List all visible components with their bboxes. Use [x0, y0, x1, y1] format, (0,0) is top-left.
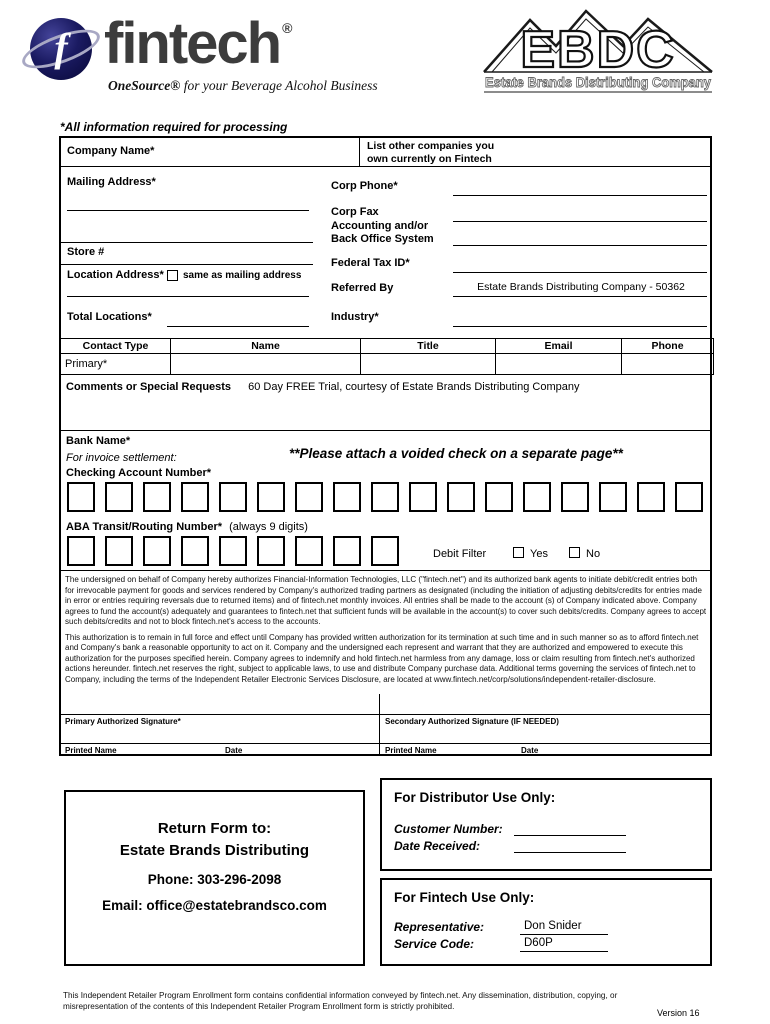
invoice-settlement-note: For invoice settlement: — [66, 452, 177, 464]
contact-row-primary — [61, 354, 714, 375]
aba-digit-box[interactable] — [257, 536, 285, 566]
distributor-box-title: For Distributor Use Only: — [394, 790, 556, 805]
mailing-address-label: Mailing Address* — [67, 176, 156, 188]
total-locations-input[interactable] — [167, 326, 309, 327]
aba-digit-box[interactable] — [105, 536, 133, 566]
legal-paragraph-1: The undersigned on behalf of Company hereby authorizes Financial-Information Technologies, LLC ("fintech.net") and its authorized bank agents to initiate debit/credit entries both for irrevocable payment for goods and services rendered by Company's authorized trading partners as designated (including the initiation of adjusting debits/credits for entries made in error or entries requiring reversals due to returned items) and of fintech.net monthly invoices. All entries shall be made to the account (s) of Company indicated above. Company agrees to fund the account(s) adequately and guarantees to fintech.net that sufficient funds will be available in the account(s) to cover such debits/credits. Company agrees to accept such debits/credits and not to block fintech.net's access to the accounts. — [65, 575, 707, 627]
contact-phone-header: Phone — [622, 339, 714, 354]
date-received-label: Date Received: — [394, 839, 481, 853]
contact-phone-cell[interactable] — [622, 354, 714, 375]
divider — [61, 242, 313, 243]
return-box — [64, 790, 365, 966]
date-label: Date — [225, 746, 243, 755]
corp-fax-label: Corp Fax — [331, 206, 379, 218]
comments-row — [66, 381, 579, 393]
checking-digit-box[interactable] — [599, 482, 627, 512]
contact-type-header: Contact Type — [61, 339, 171, 354]
fintech-box — [380, 878, 712, 966]
accounting-input[interactable] — [453, 245, 707, 246]
checking-digit-box[interactable] — [485, 482, 513, 512]
globe-letter: f — [54, 24, 68, 70]
aba-digit-box[interactable] — [219, 536, 247, 566]
debit-filter-no-label: No — [586, 548, 601, 560]
checking-digit-box[interactable] — [675, 482, 703, 512]
confidentiality-note: This Independent Retailer Program Enrollment form contains confidential information conveyed by fintech.net. Any dissemination, distribution, copying, or misrepresentation of the contents of this Independent Retailer Program Enrollment form is strictly prohibited. — [63, 991, 618, 1012]
store-number-label: Store # — [67, 246, 105, 258]
tagline-brand: OneSource® — [108, 78, 181, 93]
required-note: *All information required for processing — [60, 120, 288, 134]
return-company: Estate Brands Distributing — [119, 842, 310, 859]
aba-digit-box[interactable] — [295, 536, 323, 566]
return-email: Email: office@estatebrandsco.com — [102, 898, 327, 913]
contact-email-cell[interactable] — [496, 354, 622, 375]
version-label: Version 16 — [657, 1008, 700, 1018]
representative-value: Don Snider — [524, 920, 582, 932]
accounting-label — [331, 220, 434, 245]
customer-number-label: Customer Number: — [394, 822, 503, 836]
ebdc-acronym: EBDC — [520, 21, 676, 79]
service-code-underline — [520, 951, 608, 952]
same-as-mailing-label: same as mailing address — [183, 270, 302, 281]
divider — [61, 166, 710, 167]
contacts-table — [60, 338, 714, 375]
aba-digit-box[interactable] — [371, 536, 399, 566]
enrollment-form — [59, 136, 712, 756]
store-number-input[interactable] — [131, 244, 309, 262]
contacts-header-row — [61, 339, 714, 354]
primary-printed-name-line[interactable] — [61, 743, 379, 744]
aba-boxes — [67, 536, 399, 566]
checking-digit-box[interactable] — [219, 482, 247, 512]
fintech-wordmark — [104, 11, 293, 76]
checking-digit-box[interactable] — [409, 482, 437, 512]
checking-digit-box[interactable] — [523, 482, 551, 512]
return-phone: Phone: 303-296-2098 — [147, 872, 282, 887]
checking-digit-box[interactable] — [67, 482, 95, 512]
legal-paragraph-2: This authorization is to remain in full force and effect until Company has provided written authorization for its termination at such time and in such manner so as to afford fintech.net and Company's bank a reasonable opportunity to act on it. Company and the undersigned each represent and warrant that they are authorized and empowered to execute this authorization for the purposes specified herein. Company agrees to indemnify and hold fintech.net harmless from any damage, loss or claim resulting from fintech.net's authorized actions hereunder. fintech.net reserves the right, subject to applicable laws, to use and distribute Company purchase data. Additional terms governing the services of fintech.net to Company, including the terms of the Independent Retailer Electronic Services Disclosure, are located at www.fintech.net/corp/solutions/independent-retailer-disclosure. — [65, 632, 699, 684]
aba-digit-box[interactable] — [181, 536, 209, 566]
fintech-box-title: For Fintech Use Only: — [394, 890, 535, 905]
divider — [61, 264, 313, 265]
primary-signature-line[interactable] — [61, 714, 379, 715]
representative-underline — [520, 934, 608, 935]
corp-phone-input[interactable] — [453, 195, 707, 196]
printed-name-label: Printed Name — [65, 746, 117, 755]
aba-label-row — [66, 521, 308, 533]
contact-email-header: Email — [496, 339, 622, 354]
tagline-rest: for your Beverage Alcohol Business — [180, 78, 378, 93]
debit-filter-yes-label: Yes — [530, 548, 548, 560]
divider — [61, 430, 710, 431]
fintech-wordmark-text: fintech — [104, 11, 281, 76]
debit-filter-label: Debit Filter — [433, 548, 487, 560]
accounting-line1: Accounting and/or — [331, 220, 429, 232]
company-name-input[interactable] — [183, 142, 355, 162]
fintech-globe-icon — [28, 16, 94, 82]
checking-digit-box[interactable] — [333, 482, 361, 512]
ebdc-full-name: Estate Brands Distributing Company — [485, 74, 712, 90]
voided-check-note: **Please attach a voided check on a separate page** — [289, 446, 623, 461]
checking-digit-box[interactable] — [447, 482, 475, 512]
checking-digit-box[interactable] — [143, 482, 171, 512]
mailing-address-line[interactable] — [67, 210, 309, 211]
referred-by-value: Estate Brands Distributing Company - 50362 — [477, 281, 685, 293]
primary-signature-label: Primary Authorized Signature* — [65, 717, 181, 726]
company-name-label: Company Name* — [67, 145, 155, 157]
referred-by-label: Referred By — [331, 282, 394, 294]
service-code-value: D60P — [524, 937, 553, 949]
checking-digit-box[interactable] — [257, 482, 285, 512]
checking-digit-box[interactable] — [561, 482, 589, 512]
accounting-line2: Back Office System — [331, 232, 434, 245]
ebdc-logo — [476, 6, 720, 106]
customer-number-input[interactable] — [514, 835, 626, 836]
secondary-signature-label: Secondary Authorized Signature (IF NEEDED) — [385, 717, 559, 726]
divider — [379, 694, 380, 756]
printed-name-label: Printed Name — [385, 746, 437, 755]
industry-input[interactable] — [453, 326, 707, 327]
total-locations-label: Total Locations* — [67, 311, 152, 323]
fintech-tagline — [108, 78, 378, 94]
location-address-line[interactable] — [67, 296, 309, 297]
checking-digit-box[interactable] — [371, 482, 399, 512]
other-companies-line2: own currently on Fintech — [367, 152, 492, 165]
corp-phone-label: Corp Phone* — [331, 180, 398, 192]
checking-digit-box[interactable] — [295, 482, 323, 512]
divider — [359, 138, 360, 166]
registered-mark-icon: ® — [282, 20, 293, 36]
comments-input-area[interactable] — [63, 396, 708, 428]
checking-digit-box[interactable] — [105, 482, 133, 512]
industry-label: Industry* — [331, 311, 379, 323]
other-companies-label — [367, 140, 602, 165]
other-companies-line1: List other companies you — [367, 140, 495, 152]
checking-account-label: Checking Account Number* — [66, 467, 212, 479]
secondary-signature-line[interactable] — [379, 714, 710, 715]
same-as-mailing-checkbox[interactable] — [167, 270, 178, 281]
federal-tax-id-label: Federal Tax ID* — [331, 257, 410, 269]
aba-digit-box[interactable] — [67, 536, 95, 566]
contact-name-cell[interactable] — [171, 354, 361, 375]
service-code-label: Service Code: — [394, 937, 475, 951]
referred-by-underline — [453, 296, 707, 297]
checking-digit-box[interactable] — [181, 482, 209, 512]
bank-name-label: Bank Name* — [66, 435, 131, 447]
legal-text — [65, 575, 708, 690]
distributor-box — [380, 778, 712, 871]
comments-label: Comments or Special Requests — [66, 381, 232, 393]
divider — [61, 570, 710, 571]
aba-hint: (always 9 digits) — [229, 521, 308, 533]
federal-tax-id-input[interactable] — [453, 272, 707, 273]
mountain-icon — [476, 6, 720, 106]
aba-digit-box[interactable] — [333, 536, 361, 566]
aba-digit-box[interactable] — [143, 536, 171, 566]
contact-title-header: Title — [361, 339, 496, 354]
comments-value: 60 Day FREE Trial, courtesy of Estate Brands Distributing Company — [248, 381, 580, 393]
date-label: Date — [521, 746, 539, 755]
date-received-input[interactable] — [514, 852, 626, 853]
fintech-logo — [28, 12, 388, 104]
aba-label: ABA Transit/Routing Number* — [66, 521, 223, 533]
debit-filter-no-checkbox[interactable] — [569, 547, 580, 558]
secondary-printed-name-line[interactable] — [379, 743, 710, 744]
corp-fax-input[interactable] — [453, 221, 707, 222]
contact-type-cell: Primary* — [61, 354, 171, 375]
contact-name-header: Name — [171, 339, 361, 354]
location-address-label: Location Address* — [67, 269, 164, 281]
contact-title-cell[interactable] — [361, 354, 496, 375]
representative-label: Representative: — [394, 920, 485, 934]
checking-account-boxes — [67, 482, 703, 512]
debit-filter-yes-checkbox[interactable] — [513, 547, 524, 558]
checking-digit-box[interactable] — [637, 482, 665, 512]
return-form-to: Return Form to: — [157, 820, 272, 837]
